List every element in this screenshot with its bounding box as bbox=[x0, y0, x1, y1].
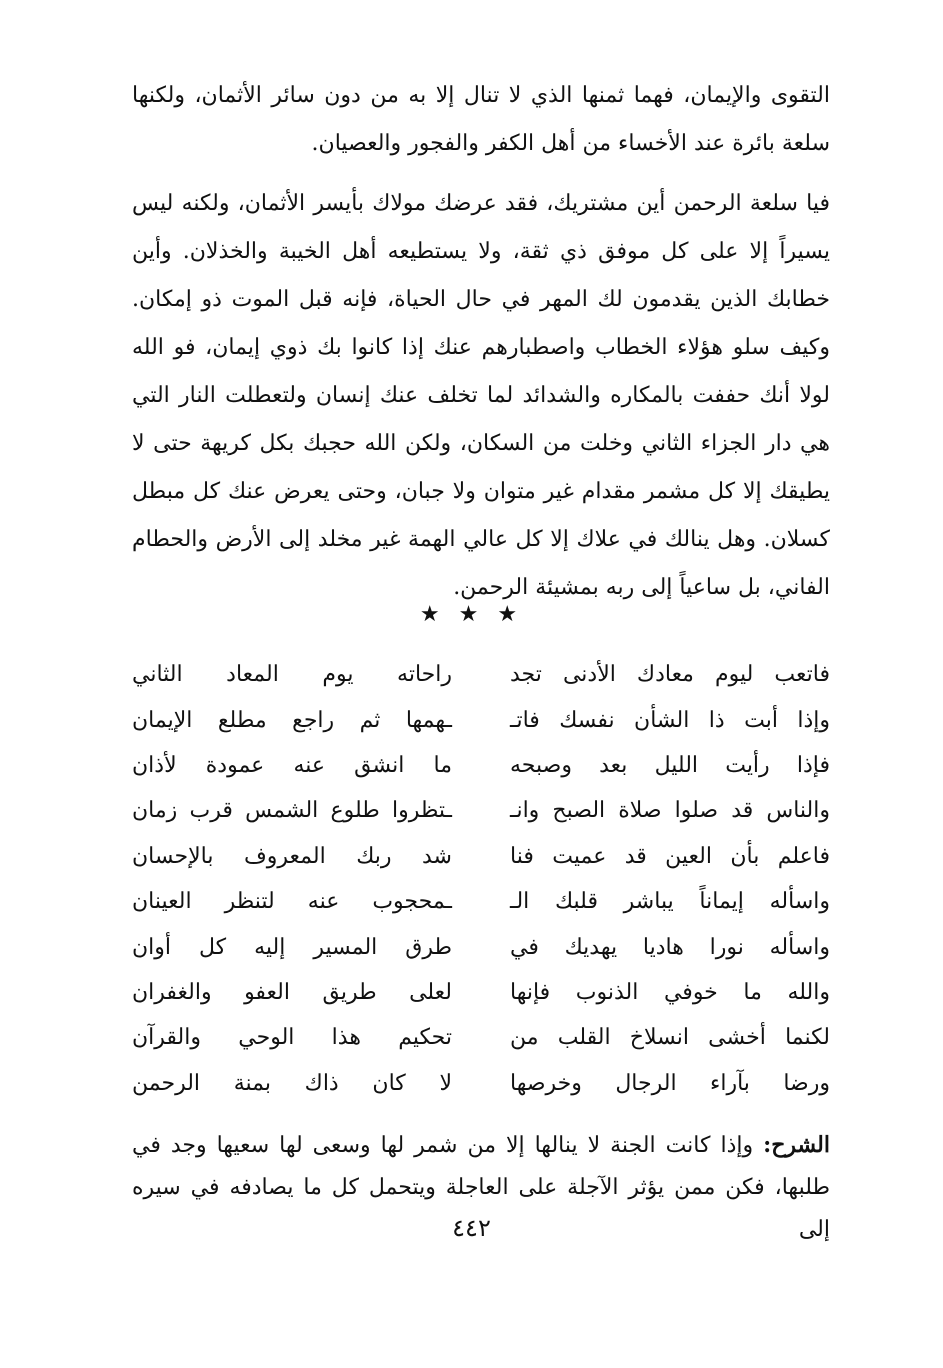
verse-first-hemistich: فاتعب ليوم معادك الأدنى تجد bbox=[510, 662, 830, 688]
verse-second-hemistich: لعلى طريق العفو والغفران bbox=[132, 979, 452, 1005]
poem-verse bbox=[132, 1015, 830, 1060]
poem bbox=[132, 652, 830, 1106]
poem-verse bbox=[132, 1061, 830, 1106]
verse-second-hemistich: ـهمها ثم راجع مطلع الإيمان bbox=[132, 707, 452, 733]
poem-verse bbox=[132, 743, 830, 788]
paragraph-1 bbox=[132, 72, 830, 168]
verse-second-hemistich: طرق المسير إليه كل أوان bbox=[132, 934, 452, 960]
poem-verse bbox=[132, 924, 830, 969]
verse-first-hemistich: فاعلم بأن العين قد عميت فنا bbox=[510, 843, 830, 869]
verse-first-hemistich: وإذا أبت ذا الشأن نفسك فاتـ bbox=[510, 707, 830, 733]
verse-second-hemistich: ـتظروا طلوع الشمس قرب زمان bbox=[132, 798, 452, 824]
paragraph-2-text: فيا سلعة الرحمن أين مشتريك، فقد عرضك مولاك بأيسر الأثمان، ولكنه ليس يسيراً إلا على كل موفق ذي ثقة، ولا يستطيعه أهل الخيبة والخذلان. وأين خطابك الذين يقدمون لك المهر في حال الحياة، فإنه قبل الموت ذو إمكان. وكيف سلو هؤلاء الخطاب واصطبارهم عنك إذا كانوا بك ذوي إيمان، فو الله لولا أنك حففت بالمكاره والشدائد لما تخلف عنك إنسان ولتعطلت النار التي هي دار الجزاء الثاني وخلت من السكان، ولكن الله حجبك بكل كريهة حتى لا يطيقك إلا كل مشمر مقدام غير متوان ولا جبان، وحتى يعرض عنك كل مبطل كسلان. وهل ينالك في علاك إلا كل عالي الهمة غير مخلد إلى الأرض والحطام الفاني، بل ساعياً إلى ربه بمشيئة الرحمن. bbox=[132, 191, 830, 600]
verse-second-hemistich: ـمحجوب عنه لتنظر العينان bbox=[132, 889, 452, 915]
poem-verse bbox=[132, 652, 830, 697]
poem-verse bbox=[132, 788, 830, 833]
verse-first-hemistich: واسأله إيماناً يباشر قلبك الـ bbox=[510, 889, 830, 915]
commentary-label: الشرح: bbox=[763, 1132, 830, 1158]
paragraph-1-text: التقوى والإيمان، فهما ثمنها الذي لا تنال إلا به من دون سائر الأثمان، ولكنها سلعة بائرة عند الأخساء من أهل الكفر والفجور والعصيان. bbox=[132, 83, 830, 156]
verse-first-hemistich: والناس قد صلوا صلاة الصبح وانـ bbox=[510, 798, 830, 824]
verse-first-hemistich: فإذا رأيت الليل بعد وصبحه bbox=[510, 752, 830, 778]
poem-verse bbox=[132, 970, 830, 1015]
verse-first-hemistich: والله ما خوفي الذنوب فإنها bbox=[510, 979, 830, 1005]
verse-first-hemistich: واسأله نورا هاديا يهديك في bbox=[510, 934, 830, 960]
verse-first-hemistich: ورضا بآراء الرجال وخرصها bbox=[510, 1070, 830, 1096]
verse-second-hemistich: تحكيم هذا الوحي والقرآن bbox=[132, 1025, 452, 1051]
verse-first-hemistich: لكنما أخشى انسلاخ القلب من bbox=[510, 1025, 830, 1051]
poem-verse bbox=[132, 834, 830, 879]
verse-second-hemistich: شد ربك المعروف بالإحسان bbox=[132, 843, 452, 869]
section-separator: ★ ★ ★ bbox=[419, 602, 524, 627]
poem-verse bbox=[132, 697, 830, 742]
paragraph-2 bbox=[132, 180, 830, 612]
poem-verse bbox=[132, 879, 830, 924]
page-number: ٤٤٢ bbox=[452, 1214, 491, 1242]
commentary-text: وإذا كانت الجنة لا ينالها إلا من شمر لها وسعى لها سعيها وجد في طلبها، فكن ممن يؤثر الآجلة على العاجلة ويتحمل كل ما يصادفه في سيره إلى bbox=[132, 1133, 830, 1242]
verse-second-hemistich: ما انشق عنه عمودة لأذان bbox=[132, 752, 452, 778]
verse-second-hemistich: لا كان ذاك بمنة الرحمن bbox=[132, 1070, 452, 1096]
verse-second-hemistich: راحاته يوم المعاد الثاني bbox=[132, 662, 452, 688]
